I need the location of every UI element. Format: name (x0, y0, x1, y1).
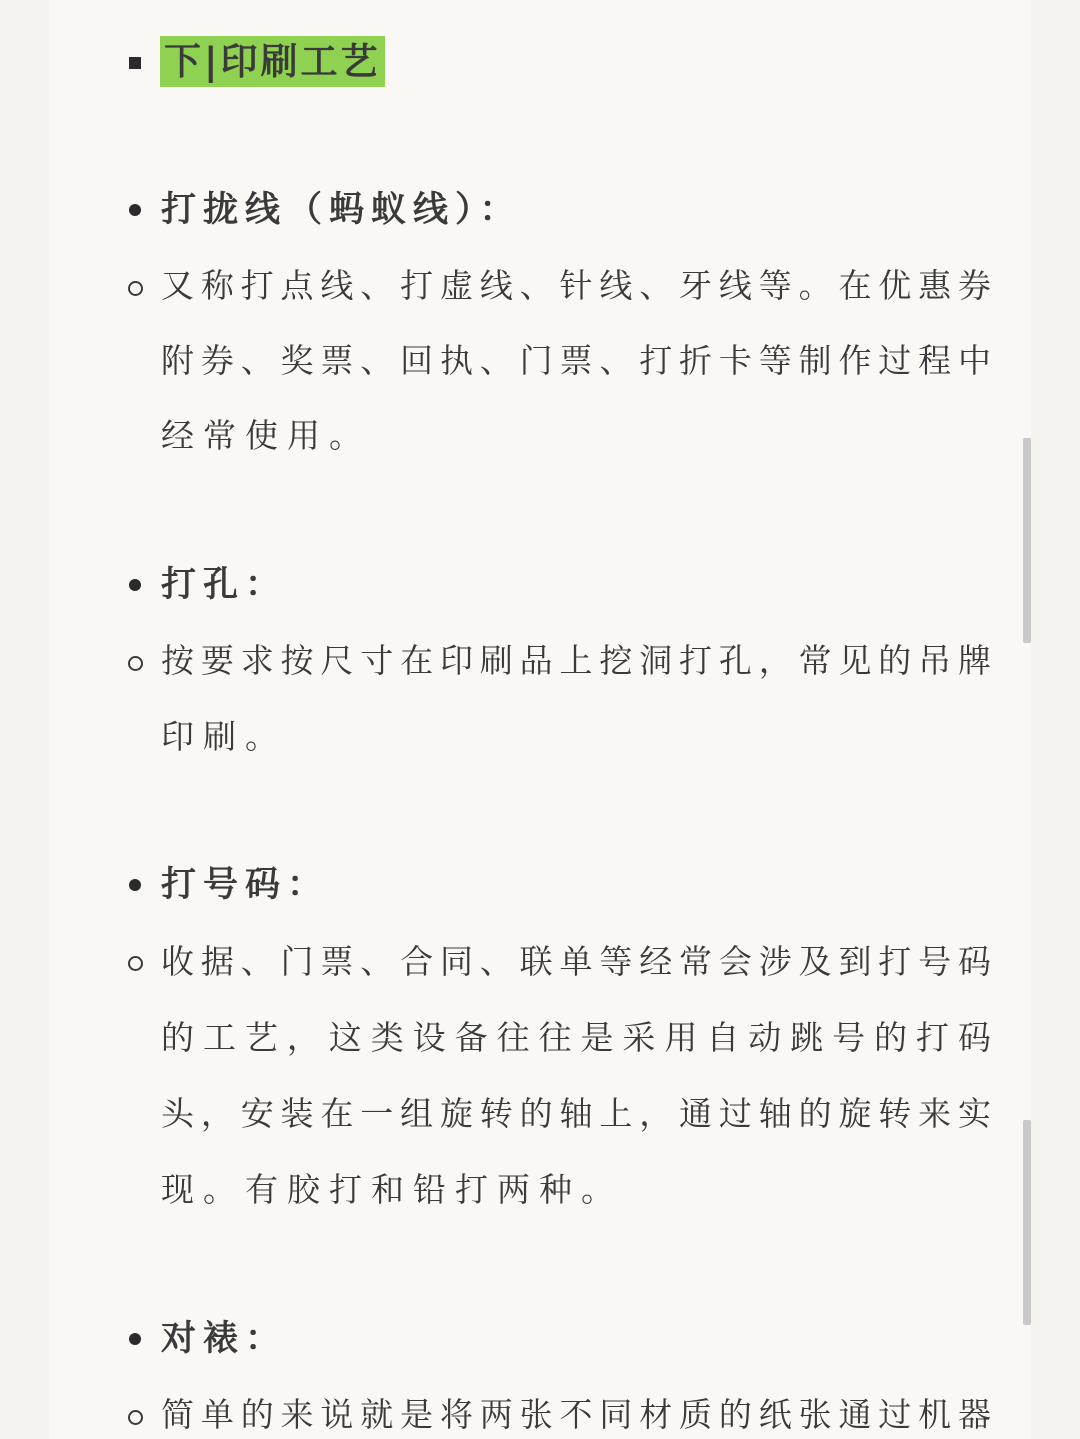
bullet-dot-icon (129, 579, 141, 591)
bullet-circle-icon (128, 956, 143, 971)
item-title-text: 对裱： (161, 1319, 288, 1359)
bullet-circle-icon (128, 281, 143, 296)
item-title-text: 打孔： (161, 565, 288, 605)
body-line: 附券、奖票、回执、门票、打折卡等制作过程中 (161, 341, 991, 380)
bullet-dot-icon (129, 204, 141, 216)
body-line: 经常使用。 (161, 416, 371, 455)
body-line: 又称打点线、打虚线、针线、牙线等。在优惠券 (161, 266, 991, 305)
scroll-indicator (1023, 438, 1031, 643)
bullet-dot-icon (129, 1333, 141, 1345)
item-title-text: 打号码： (161, 865, 330, 905)
item-title-text: 打拢线（蚂蚁线）： (161, 190, 522, 230)
body-line: 印刷。 (161, 717, 287, 756)
scroll-indicator (1023, 1120, 1031, 1325)
bullet-dot-icon (129, 879, 141, 891)
bullet-circle-icon (128, 656, 143, 671)
body-line: 简单的来说就是将两张不同材质的纸张通过机器 (161, 1395, 991, 1434)
body-line: 头，安装在一组旋转的轴上，通过轴的旋转来实 (161, 1094, 991, 1133)
document-page (49, 0, 1031, 1439)
body-line: 收据、门票、合同、联单等经常会涉及到打号码 (161, 942, 991, 981)
body-line: 的工艺，这类设备往往是采用自动跳号的打码 (161, 1018, 991, 1057)
body-line: 现。有胶打和铅打两种。 (161, 1170, 623, 1209)
bullet-circle-icon (128, 1410, 143, 1425)
body-line: 按要求按尺寸在印刷品上挖洞打孔，常见的吊牌 (161, 641, 991, 680)
square-bullet-icon (129, 57, 141, 69)
section-heading-text: 下|印刷工艺 (160, 36, 385, 87)
